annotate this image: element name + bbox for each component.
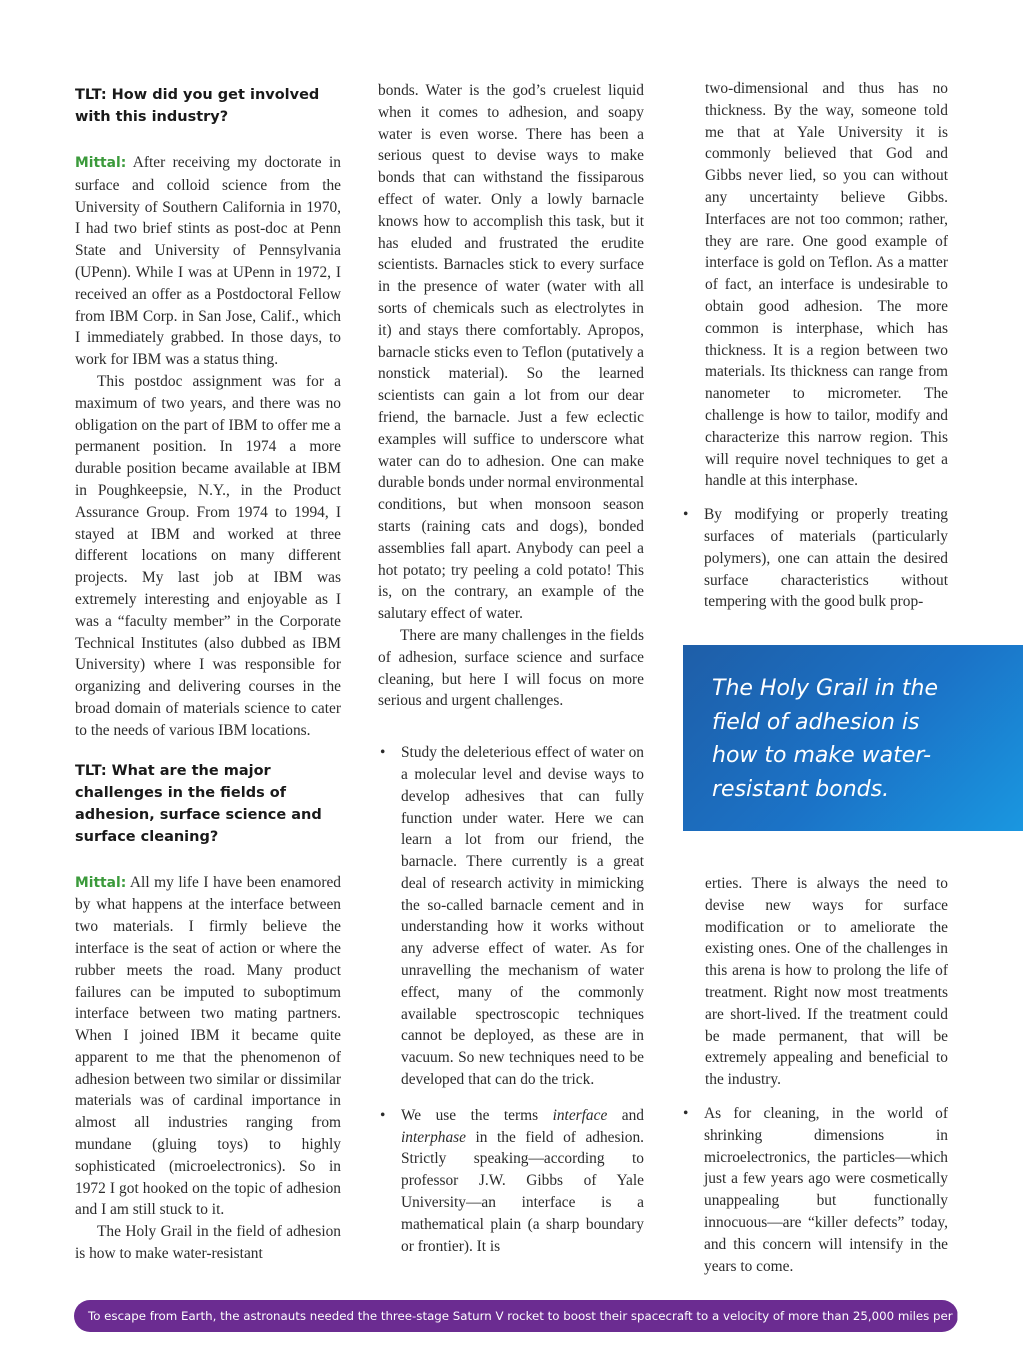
answer-paragraph xyxy=(75,152,341,371)
pull-quote xyxy=(683,645,1023,831)
body-paragraph: The Holy Grail in the field of adhesion is how to make water-resistant xyxy=(75,1223,341,1263)
interview-question: TLT: How did you get involved with this industry? xyxy=(75,87,320,125)
footer-bar xyxy=(74,1300,1004,1332)
body-paragraph: two-dimensional and thus has no thickness. By the way, someone told me that at Yale University it is commonly believed that God and Gibbs never lied, so you can without any uncertainty believe Gibbs. Interfaces are not too common; rather, they are rare. One good example of interface is gold on Teflon. As a matter of fact, an interface is undesirable to obtain good adhesion. The more common is interphase, which has thickness. It is a region between two materials. Its thickness can range from nanometer to micrometer. The challenge is how to tailor, modify and characterize this narrow region. This will require novel techniques to get a handle at this interphase. xyxy=(705,80,948,490)
body-paragraph: bonds. Water is the god’s cruelest liquid when it comes to adhesion, and soapy water is even worse. There has been a serious quest to devise ways to make bonds that can withstand the fissiparous effect of water. Only a lowly barnacle knows how to accomplish this task, but it has eluded and frustrated the erudite scientists. Barnacles stick to every surface in the presence of water (water with all sorts of chemicals such as electrolytes in it) and stays there comfortably. Apropos, barnacle sticks even to Teflon (putatively a nonstick material). So the learned scientists can gain a lot from our dear friend, the barnacle. Just a few eclectic examples will suffice to underscore what water can do to adhesion. One can make durable bonds under normal environmental conditions, but when monsoon season starts (raining cats and dogs), bonded assemblies fall apart. Anybody can peel a hot potato; try peeling a cold potato! This is, on the contrary, an example of the salutary effect of water. xyxy=(378,82,644,623)
column-3-top xyxy=(705,78,948,613)
challenge-list xyxy=(681,1103,948,1277)
pull-quote-text: The Holy Grail in the field of adhesion is how to make water-resistant bonds. xyxy=(712,676,938,802)
page-number: 25 xyxy=(986,1308,1004,1324)
list-item: • Study the deleterious effect of water on a molecular level and devise ways to develop adhesives that can fully function under water. Here we can learn a lot from our friend, the barnacle. There currently is a great deal of research activity in mimicking the so-called barnacle cement and in understanding how it works without any adverse effect of water. As for unravelling the mechanism of water effect, many of the commonly available spectroscopic techniques cannot be deployed, as these are in vacuum. So new techniques need to be developed that can do the trick. xyxy=(378,742,644,1091)
list-item-text: in the field of adhesion. Strictly speaking—according to professor J.W. Gibbs of Yale University—an interface is a mathematical plain (a sharp boundary or frontier). It is xyxy=(401,1128,644,1255)
body-paragraph: There are many challenges in the fields of adhesion, surface science and surface cleaning, but here I will focus on more serious and urgent challenges. xyxy=(378,626,644,710)
term-interphase: interphase xyxy=(401,1128,466,1146)
list-item-text: and xyxy=(607,1106,644,1124)
challenge-list xyxy=(378,742,644,1257)
footer-fact: To escape from Earth, the astronauts needed the three-stage Saturn V rocket to boost their spacecraft to a velocity of more than 25,000 miles per hour. xyxy=(88,1309,987,1323)
interview-question: TLT: What are the major challenges in the fields of adhesion, surface science and surface cleaning? xyxy=(75,762,322,845)
answer-paragraph xyxy=(75,872,341,1222)
answer-text: All my life I have been enamored by what happens at the interface between two materials. I firmly believe the interface is the seat of action or where the rubber meets the road. Many product failures can be imputed to suboptimum interface between two mating partners. When I joined IBM it became quite apparent to me that the phenomenon of adhesion between two similar or dissimilar materials was of cardinal importance in almost all industries ranging from mundane (gluing toys) to highly sophisticated (microelectronics). So in 1972 I got hooked on the topic of adhesion and I am still stuck to it. xyxy=(75,873,341,1219)
list-item xyxy=(378,1105,644,1258)
challenge-list xyxy=(681,504,948,613)
list-item: • By modifying or properly treating surfaces of materials (particularly polymers), one can attain the desired surface characteristics without tempering with the good bulk prop- xyxy=(681,504,948,613)
speaker-label: Mittal: xyxy=(75,874,127,891)
answer-text: After receiving my doctorate in surface and colloid science from the University of Southern California in 1970, I had two brief stints as post-doc at Penn State and University of Pennsylvania (UPenn). While I was at UPenn in 1972, I received an offer as a Postdoctoral Fellow from IBM Corp. in San Jose, Calif., which I immediately grabbed. In those days, to work for IBM was a status thing. xyxy=(75,154,341,369)
speaker-label: Mittal: xyxy=(75,155,127,171)
list-item-text: We use the terms xyxy=(401,1106,553,1124)
body-paragraph: erties. There is always the need to devise new ways for surface modification or to ameliorate the existing ones. One of the challenges in this arena is how to prolong the life of treatment. Right now most treatments are short-lived. If the treatment could be made permanent, that will be extremely appealing and beneficial to the industry. xyxy=(705,875,948,1089)
column-3-bottom xyxy=(705,873,948,1277)
list-item: • As for cleaning, in the world of shrinking dimensions in microelectronics, the particles—which just a few years ago were cosmetically unappealing but functionally innocuous—are “killer defects” today, and this concern will intensify in the years to come. xyxy=(681,1103,948,1277)
column-1 xyxy=(75,84,341,1265)
column-2 xyxy=(378,80,644,1257)
body-paragraph: This postdoc assignment was for a maximum of two years, and there was no obligation on the part of IBM to offer me a permanent position. In 1974 a more durable position became available at IBM in Poughkeepsie, N.Y., in the Product Assurance Group. From 1974 to 1994, I stayed at IBM and worked at three different locations on many different projects. My last job at IBM was extremely interesting and enjoyable as I was a “faculty member” in the Corporate Technical Institutes (also dubbed as IBM University) where I was responsible for organizing and delivering courses in the broad domain of materials science to cater to the needs of various IBM locations. xyxy=(75,372,341,739)
term-interface: interface xyxy=(552,1106,608,1124)
